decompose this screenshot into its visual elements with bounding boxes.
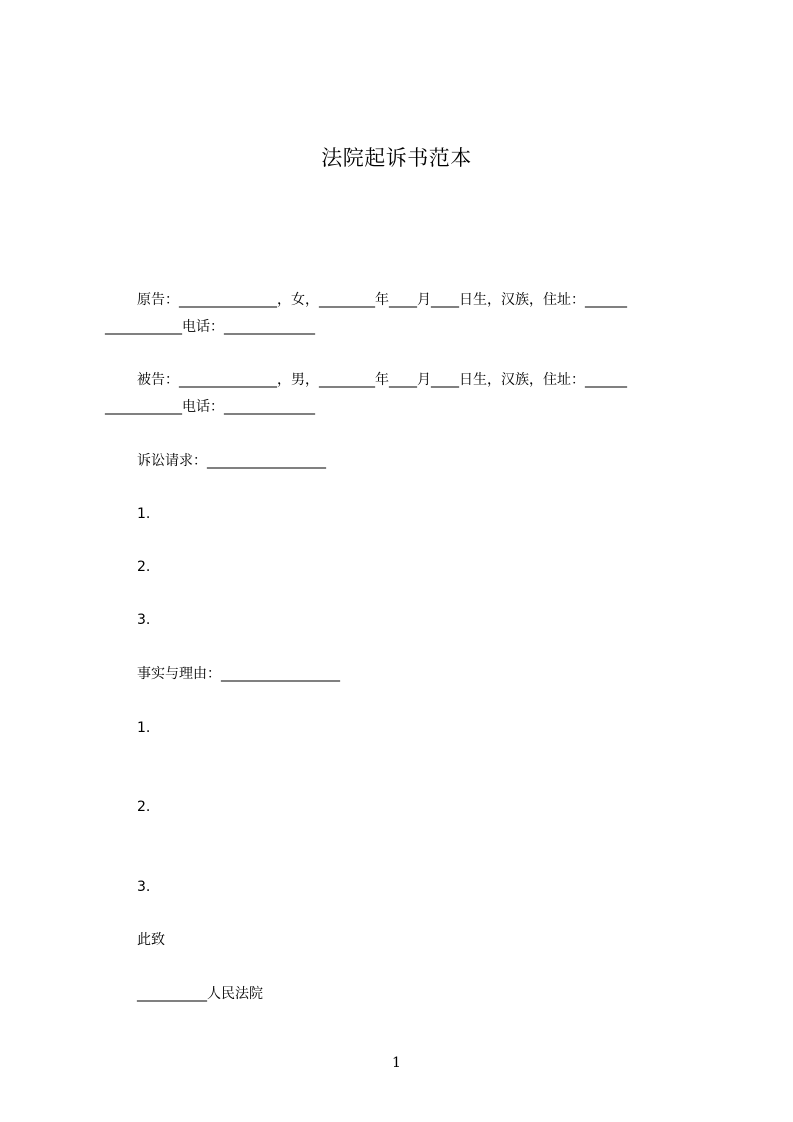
document-title: 法院起诉书范本 [321, 146, 472, 170]
plaintiff-line-2: ___________电话：_____________ [105, 319, 315, 335]
defendant-line-2: ___________电话：_____________ [105, 399, 315, 415]
claim-item: 3. [137, 612, 151, 628]
claims-heading: 诉讼请求：_________________ [137, 453, 326, 469]
plaintiff-line-1: 原告：______________，女，________年____月____日生，汉族，住址：______ [137, 292, 627, 308]
defendant-line-1: 被告：______________，男，________年____月____日生，汉族，住址：______ [137, 372, 627, 388]
facts-heading: 事实与理由：_________________ [137, 666, 340, 682]
fact-item: 2. [137, 799, 151, 815]
court-line: __________人民法院 [137, 986, 263, 1002]
closing-text: 此致 [137, 932, 165, 948]
claim-item: 2. [137, 559, 151, 575]
fact-item: 3. [137, 879, 151, 895]
fact-item: 1. [137, 720, 151, 736]
claim-item: 1. [137, 506, 151, 522]
page-number: 1 [392, 1055, 401, 1071]
